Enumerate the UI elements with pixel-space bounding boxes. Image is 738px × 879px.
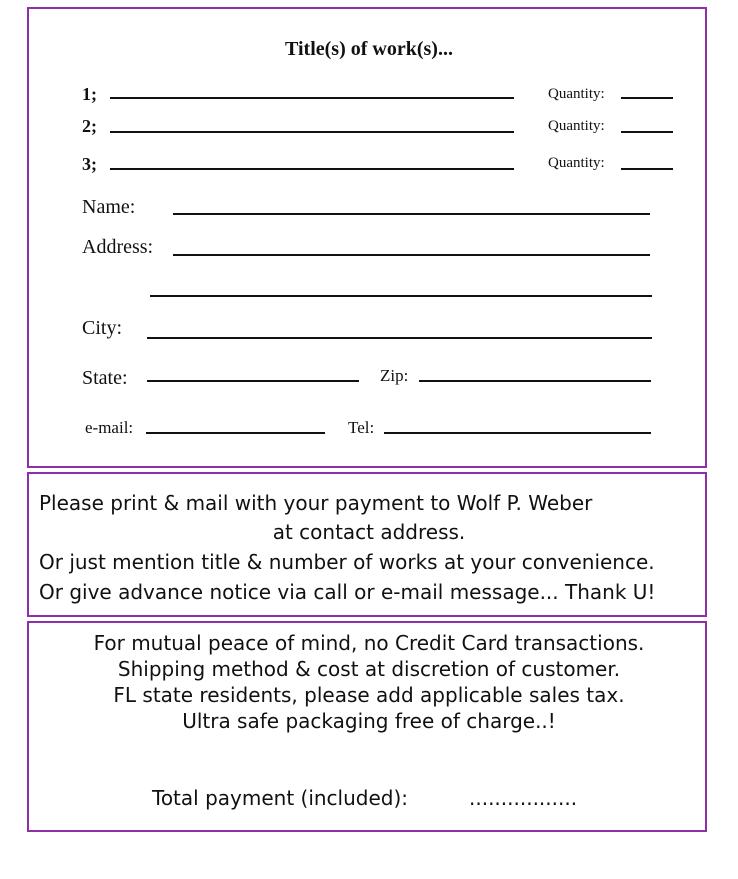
city-field[interactable] [147, 337, 652, 339]
address-label: Address: [82, 236, 154, 258]
instructions-line-2: at contact address. [272, 520, 466, 544]
item-3-quantity-label: Quantity: [548, 155, 605, 171]
payment-line-2: Shipping method & cost at discretion of customer. [117, 657, 621, 681]
instructions-line-3: Or just mention title & number of works at your convenience. [39, 550, 655, 574]
state-field[interactable] [147, 380, 359, 382]
state-label: State: [82, 367, 128, 389]
name-field[interactable] [173, 213, 650, 215]
form-title: Title(s) of work(s)... [285, 38, 453, 60]
city-label: City: [82, 317, 123, 339]
tel-field[interactable] [384, 432, 651, 434]
payment-line-1: For mutual peace of mind, no Credit Card transactions. [93, 631, 645, 655]
item-2-quantity-label: Quantity: [548, 118, 605, 134]
item-1-number: 1; [82, 84, 97, 104]
total-payment-label: Total payment (included): [152, 786, 409, 810]
item-1-quantity-field[interactable] [621, 97, 673, 99]
total-payment-value[interactable]: ................. [469, 786, 578, 810]
address-field-line-2[interactable] [150, 295, 652, 297]
item-3-number: 3; [82, 154, 97, 174]
item-2-title-field[interactable] [110, 131, 514, 133]
payment-line-4: Ultra safe packaging free of charge..! [182, 709, 556, 733]
item-1-quantity-label: Quantity: [548, 86, 605, 102]
item-3-title-field[interactable] [110, 168, 514, 170]
item-3-quantity-field[interactable] [621, 168, 673, 170]
item-2-number: 2; [82, 116, 97, 136]
name-label: Name: [82, 196, 136, 218]
zip-field[interactable] [419, 380, 651, 382]
payment-line-3: FL state residents, please add applicable sales tax. [113, 683, 625, 707]
item-2-quantity-field[interactable] [621, 131, 673, 133]
address-field-line-1[interactable] [173, 254, 650, 256]
instructions-line-1: Please print & mail with your payment to Wolf P. Weber [39, 491, 593, 515]
item-1-title-field[interactable] [110, 97, 514, 99]
email-field[interactable] [146, 432, 325, 434]
email-label: e-mail: [85, 418, 134, 437]
instructions-line-4: Or give advance notice via call or e-mail message... Thank U! [39, 580, 656, 604]
zip-label: Zip: [380, 366, 409, 385]
tel-label: Tel: [348, 418, 375, 437]
